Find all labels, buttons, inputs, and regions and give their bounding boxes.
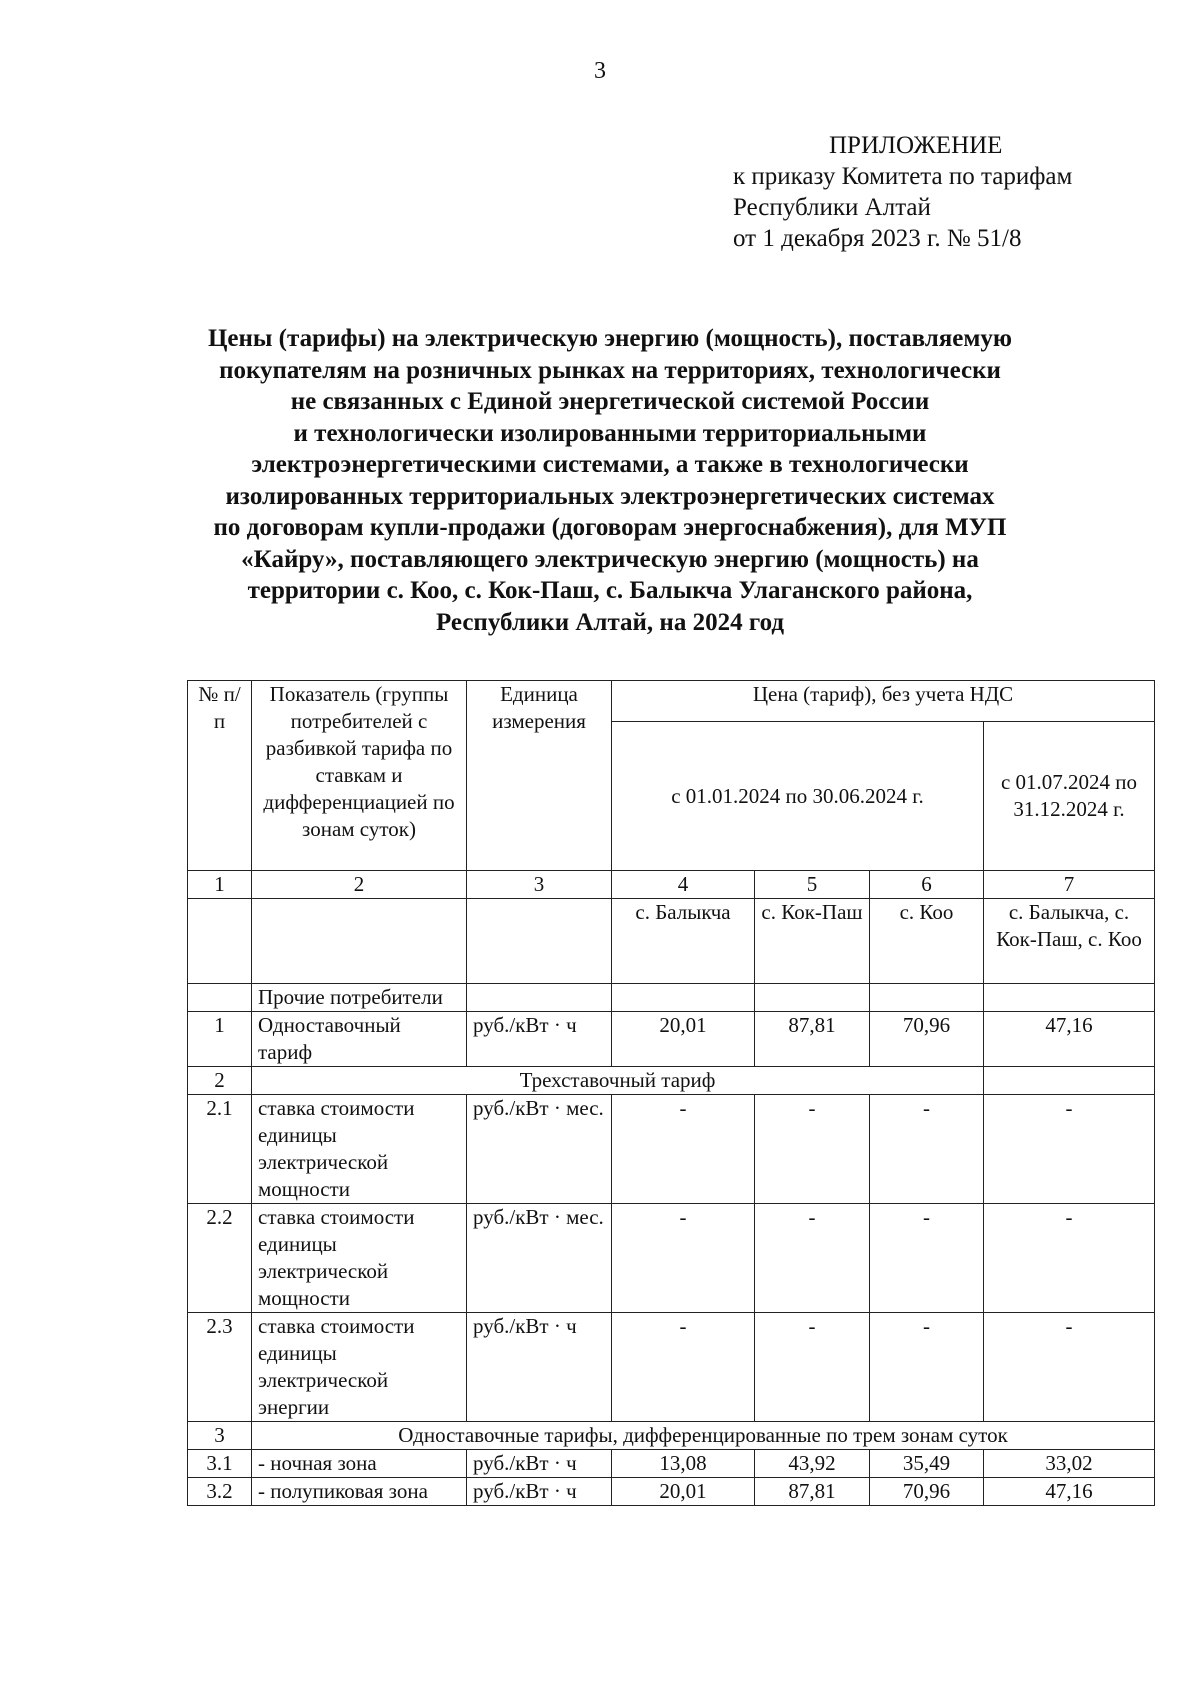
- appendix-line: к приказу Комитета по тарифам: [733, 163, 1073, 190]
- table-row: [188, 984, 1155, 1012]
- row-value: -: [984, 1095, 1155, 1204]
- empty-cell: [984, 1067, 1155, 1095]
- row-value: -: [870, 1095, 984, 1204]
- row-value: 33,02: [984, 1450, 1155, 1478]
- row-unit: руб./кВт · мес.: [467, 1095, 612, 1204]
- row-value: -: [612, 1204, 755, 1313]
- tariff-table: [187, 680, 1155, 1506]
- row-value: -: [755, 1204, 870, 1313]
- appendix-line: от 1 декабря 2023 г. № 51/8: [733, 225, 1022, 252]
- row-section-name: Трехставочный тариф: [252, 1067, 984, 1095]
- header-indicator: Показатель (группы потребителей с разбивкой тарифа по ставкам и дифференциацией по зонам суток): [252, 681, 467, 871]
- empty-cell: [188, 899, 252, 984]
- header-period-1: с 01.01.2024 по 30.06.2024 г.: [612, 722, 984, 871]
- row-name: - ночная зона: [252, 1450, 467, 1478]
- row-num: 2.1: [188, 1095, 252, 1204]
- row-value: -: [755, 1095, 870, 1204]
- row-value: -: [984, 1313, 1155, 1422]
- row-value: -: [612, 1095, 755, 1204]
- row-value: 87,81: [755, 1478, 870, 1506]
- header-unit: Единица измерения: [467, 681, 612, 871]
- row-value: 43,92: [755, 1450, 870, 1478]
- settlement-name: с. Кок-Паш: [755, 899, 870, 984]
- title-line: Цены (тарифы) на электрическую энергию (мощность), поставляемую: [207, 325, 1013, 352]
- title-line: по договорам купли-продажи (договорам энергоснабжения), для МУП: [213, 514, 1007, 541]
- row-num: 3.2: [188, 1478, 252, 1506]
- row-unit: руб./кВт · мес.: [467, 1204, 612, 1313]
- row-name: - полупиковая зона: [252, 1478, 467, 1506]
- title-line: территории с. Коо, с. Кок-Паш, с. Балыкча Улаганского района,: [247, 577, 973, 604]
- appendix-title: ПРИЛОЖЕНИЕ: [829, 132, 1003, 159]
- row-value: 70,96: [870, 1478, 984, 1506]
- column-number: 6: [870, 871, 984, 899]
- row-unit: руб./кВт · ч: [467, 1012, 612, 1067]
- row-unit: руб./кВт · ч: [467, 1478, 612, 1506]
- title-line: изолированных территориальных электроэнергетических системах: [225, 482, 995, 510]
- title-line: «Кайру», поставляющего электрическую энергию (мощность) на: [241, 545, 979, 573]
- table-row: [188, 1204, 1155, 1313]
- empty-cell: [755, 984, 870, 1012]
- header-num: № п/п: [188, 681, 252, 871]
- column-number: 5: [755, 871, 870, 899]
- table-header-row: [188, 681, 1155, 722]
- settlement-name: с. Балыкча, с. Кок-Паш, с. Коо: [984, 899, 1155, 984]
- column-number: 2: [252, 871, 467, 899]
- row-num: 2.2: [188, 1204, 252, 1313]
- column-number: 3: [467, 871, 612, 899]
- column-number: 4: [612, 871, 755, 899]
- empty-cell: [984, 984, 1155, 1012]
- table-row: [188, 1422, 1155, 1450]
- row-num: 2.3: [188, 1313, 252, 1422]
- row-num: 2: [188, 1067, 252, 1095]
- table-row: [188, 1012, 1155, 1067]
- empty-cell: [612, 984, 755, 1012]
- row-value: 35,49: [870, 1450, 984, 1478]
- page-number: 3: [594, 58, 606, 84]
- settlement-name: с. Коо: [870, 899, 984, 984]
- row-value: 20,01: [612, 1012, 755, 1067]
- row-value: -: [755, 1313, 870, 1422]
- row-section-name: Одноставочные тарифы, дифференцированные по трем зонам суток: [252, 1422, 1155, 1450]
- row-value: 13,08: [612, 1450, 755, 1478]
- row-unit: руб./кВт · ч: [467, 1313, 612, 1422]
- row-value: 47,16: [984, 1012, 1155, 1067]
- row-name: ставка стоимости единицы электрической мощности: [252, 1095, 467, 1204]
- row-value: -: [870, 1313, 984, 1422]
- header-period-2: с 01.07.2024 по 31.12.2024 г.: [984, 722, 1155, 871]
- empty-cell: [870, 984, 984, 1012]
- appendix-block: [733, 130, 1072, 254]
- table-row: [188, 1067, 1155, 1095]
- row-value: -: [612, 1313, 755, 1422]
- row-value: 70,96: [870, 1012, 984, 1067]
- table-row: [188, 1478, 1155, 1506]
- row-num: 3.1: [188, 1450, 252, 1478]
- row-value: -: [984, 1204, 1155, 1313]
- consumer-group: Прочие потребители: [252, 984, 467, 1012]
- empty-cell: [467, 984, 612, 1012]
- row-name: Одноставочный тариф: [252, 1012, 467, 1067]
- row-value: 20,01: [612, 1478, 755, 1506]
- column-number-row: [188, 871, 1155, 899]
- title-line: покупателям на розничных рынках на территориях, технологически: [219, 356, 1001, 384]
- title-line: не связанных с Единой энергетической системой России: [290, 388, 930, 415]
- table-row: [188, 1095, 1155, 1204]
- empty-cell: [252, 899, 467, 984]
- table-row: [188, 1313, 1155, 1422]
- title-line: электроэнергетическими системами, а также в технологически: [251, 451, 969, 478]
- row-value: 87,81: [755, 1012, 870, 1067]
- empty-cell: [188, 984, 252, 1012]
- column-number: 1: [188, 871, 252, 899]
- empty-cell: [467, 899, 612, 984]
- header-price: Цена (тариф), без учета НДС: [612, 681, 1155, 722]
- row-num: 1: [188, 1012, 252, 1067]
- document-title: [150, 323, 1070, 638]
- row-value: -: [870, 1204, 984, 1313]
- settlement-row: [188, 899, 1155, 984]
- appendix-line: Республики Алтай: [733, 194, 931, 221]
- title-line: Республики Алтай, на 2024 год: [435, 608, 784, 636]
- row-value: 47,16: [984, 1478, 1155, 1506]
- row-name: ставка стоимости единицы электрической мощности: [252, 1204, 467, 1313]
- settlement-name: с. Балыкча: [612, 899, 755, 984]
- title-line: и технологически изолированными территориальными: [293, 419, 927, 447]
- table-row: [188, 1450, 1155, 1478]
- row-name: ставка стоимости единицы электрической энергии: [252, 1313, 467, 1422]
- column-number: 7: [984, 871, 1155, 899]
- row-unit: руб./кВт · ч: [467, 1450, 612, 1478]
- row-num: 3: [188, 1422, 252, 1450]
